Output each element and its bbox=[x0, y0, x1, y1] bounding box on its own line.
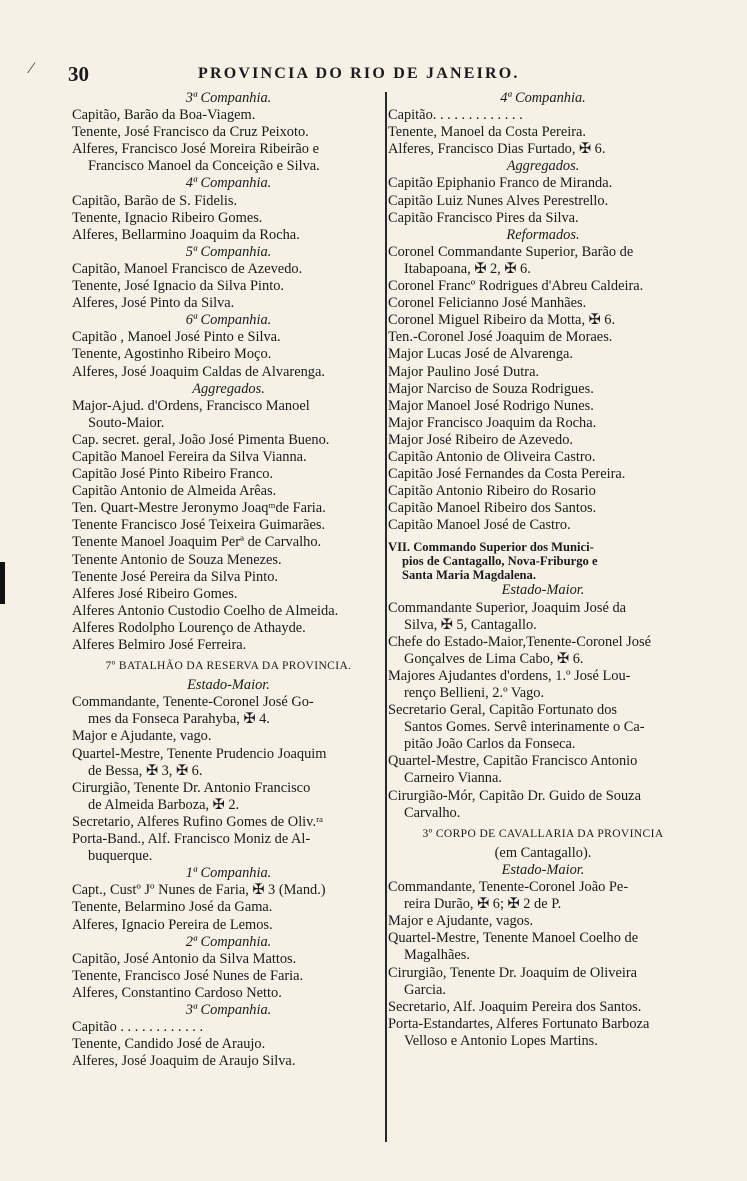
text-line: Capitão, Barão de S. Fidelis. bbox=[72, 192, 238, 209]
text-line-continuation: Gonçalves de Lima Cabo, ✠ 6. bbox=[404, 650, 584, 667]
text-line: Capitão Antonio Ribeiro do Rosario bbox=[388, 483, 596, 500]
text-line: Major Francisco Joaquim da Rocha. bbox=[388, 414, 597, 431]
text-line: Coronel Felicianno José Manhães. bbox=[388, 295, 587, 312]
text-line: Capitão. . . . . . . . . . . . . bbox=[388, 107, 523, 124]
text-line: Commandante, Tenente-Coronel João Pe- bbox=[388, 879, 629, 896]
text-line: Quartel-Mestre, Capitão Francisco Antonio bbox=[388, 753, 638, 770]
text-line: Tenente Francisco José Teixeira Guimarães. bbox=[72, 517, 326, 534]
text-line: Capitão . . . . . . . . . . . . bbox=[72, 1019, 204, 1036]
text-line-continuation: mes da Fonseca Parahyba, ✠ 4. bbox=[88, 711, 270, 728]
section-subheading: 5ª Companhia. bbox=[185, 243, 272, 260]
left-column bbox=[72, 90, 385, 1070]
text-line: Tenente, José Francisco da Cruz Peixoto. bbox=[72, 124, 309, 141]
text-line: Capitão Antonio de Oliveira Castro. bbox=[388, 448, 596, 465]
text-line: Secretario, Alferes Rufino Gomes de Oliv.ʳᵃ bbox=[72, 813, 324, 830]
text-line: Capt., Custº Jº Nunes de Faria, ✠ 3 (Mand.) bbox=[72, 882, 326, 899]
text-line: Capitão José Fernandes da Costa Pereira. bbox=[388, 466, 626, 483]
text-line: Commandante, Tenente-Coronel José Go- bbox=[72, 694, 314, 711]
text-line: Tenente Manoel Joaquim Perª de Carvalho. bbox=[72, 534, 322, 551]
section-subheading: 2ª Companhia. bbox=[185, 933, 272, 950]
section-subheading: 3ª Companhia. bbox=[185, 1001, 272, 1018]
section-subheading: Estado-Maior. bbox=[501, 861, 585, 878]
text-line: Tenente, Manoel da Costa Pereira. bbox=[388, 124, 586, 141]
text-line: Alferes, José Pinto da Silva. bbox=[72, 295, 235, 312]
section-subheading: Reformados. bbox=[506, 226, 580, 243]
section-subheading: 3ª Companhia. bbox=[185, 90, 272, 106]
text-line: Capitão , Manoel José Pinto e Silva. bbox=[72, 329, 281, 346]
text-line-continuation: Velloso e Antonio Lopes Martins. bbox=[404, 1032, 598, 1049]
text-line: Capitão José Pinto Ribeiro Franco. bbox=[72, 466, 274, 483]
text-line: Alferes Rodolpho Lourenço de Athayde. bbox=[72, 619, 306, 636]
text-line: Capitão Antonio de Almeida Arêas. bbox=[72, 483, 277, 500]
text-line: Coronel Francº Rodrigues d'Abreu Caldeira. bbox=[388, 278, 644, 295]
text-line-continuation: de Bessa, ✠ 3, ✠ 6. bbox=[88, 762, 203, 779]
text-line: Major e Ajudante, vagos. bbox=[388, 913, 534, 930]
text-line: Alferes, José Joaquim Caldas de Alvarenga. bbox=[72, 363, 325, 380]
text-line: Capitão Manoel Ribeiro dos Santos. bbox=[388, 500, 597, 517]
section-subheading: 4ª Companhia. bbox=[185, 175, 272, 192]
text-line: Cirurgião, Tenente Dr. Joaquim de Oliveira bbox=[388, 964, 638, 981]
text-line: Tenente, Ignacio Ribeiro Gomes. bbox=[72, 209, 263, 226]
text-line: Tenente, José Ignacio da Silva Pinto. bbox=[72, 278, 285, 295]
text-line-continuation: Itabapoana, ✠ 2, ✠ 6. bbox=[404, 260, 531, 277]
margin-mark: ⁄ bbox=[30, 60, 33, 77]
text-line-continuation: de Almeida Barboza, ✠ 2. bbox=[88, 796, 240, 813]
text-line: Capitão Epiphanio Franco de Miranda. bbox=[388, 175, 613, 192]
text-line: Majores Ajudantes d'ordens, 1.º José Lou- bbox=[388, 667, 631, 684]
section-heading-note: (em Cantagallo). bbox=[494, 844, 592, 861]
text-line: Coronel Commandante Superior, Barão de bbox=[388, 243, 634, 260]
text-line: Alferes, Francisco José Moreira Ribeirão e bbox=[72, 141, 319, 158]
text-line: Alferes Antonio Custodio Coelho de Almeida. bbox=[72, 602, 339, 619]
page-title: PROVINCIA DO RIO DE JANEIRO. bbox=[198, 65, 520, 82]
text-line: Alferes, Constantino Cardoso Netto. bbox=[72, 984, 282, 1001]
column-divider bbox=[385, 92, 387, 1142]
text-line: Capitão Francisco Pires da Silva. bbox=[388, 209, 579, 226]
text-line-continuation: Silva, ✠ 5, Cantagallo. bbox=[404, 616, 537, 633]
text-line: Ten. Quart-Mestre Jeronymo Joaqᵐde Faria. bbox=[72, 500, 326, 517]
text-line: Secretario, Alf. Joaquim Pereira dos Santos. bbox=[388, 998, 642, 1015]
text-line: Quartel-Mestre, Tenente Manoel Coelho de bbox=[388, 930, 639, 947]
text-line: Capitão, Manoel Francisco de Azevedo. bbox=[72, 260, 303, 277]
text-line: Major-Ajud. d'Ordens, Francisco Manoel bbox=[72, 397, 310, 414]
text-line: Chefe do Estado-Maior,Tenente-Coronel José bbox=[388, 633, 651, 650]
text-line-continuation: Francisco Manoel da Conceição e Silva. bbox=[88, 158, 320, 175]
text-line: Porta-Band., Alf. Francisco Moniz de Al- bbox=[72, 831, 311, 848]
section-heading-continuation: Santa Maria Magdalena. bbox=[402, 568, 536, 583]
section-subheading: 4ª Companhia. bbox=[500, 90, 586, 106]
text-line: Tenente, Agostinho Ribeiro Moço. bbox=[72, 346, 272, 363]
text-line-continuation: buquerque. bbox=[88, 848, 153, 865]
text-line: Capitão, Barão da Boa-Viagem. bbox=[72, 107, 256, 124]
text-line: Coronel Miguel Ribeiro da Motta, ✠ 6. bbox=[388, 312, 616, 329]
text-line-continuation: Garcia. bbox=[404, 981, 446, 998]
text-line-continuation: reira Durão, ✠ 6; ✠ 2 de P. bbox=[404, 896, 562, 913]
text-line: Cirurgião-Mór, Capitão Dr. Guido de Souza bbox=[388, 787, 641, 804]
text-line-continuation: renço Bellieni, 2.º Vago. bbox=[404, 685, 545, 701]
text-line: Major José Ribeiro de Azevedo. bbox=[388, 431, 574, 448]
text-line: Capitão Manoel Fereira da Silva Vianna. bbox=[72, 448, 307, 465]
page-header bbox=[68, 62, 698, 88]
text-line: Major Manoel José Rodrigo Nunes. bbox=[388, 397, 594, 414]
section-subheading: 1ª Companhia. bbox=[185, 865, 272, 882]
text-line: Capitão, José Antonio da Silva Mattos. bbox=[72, 950, 297, 967]
binding-mark bbox=[0, 562, 5, 604]
text-line: Alferes, Ignacio Pereira de Lemos. bbox=[72, 916, 273, 933]
section-subheading: Estado-Maior. bbox=[187, 677, 270, 694]
text-line: Ten.-Coronel José Joaquim de Moraes. bbox=[388, 329, 613, 346]
text-line: Tenente, Candido José de Araujo. bbox=[72, 1036, 266, 1053]
text-line: Cirurgião, Tenente Dr. Antonio Francisco bbox=[72, 779, 311, 796]
text-line: Major Lucas José de Alvarenga. bbox=[388, 346, 574, 363]
text-line: Alferes José Ribeiro Gomes. bbox=[72, 585, 238, 602]
text-line: Tenente Antonio de Souza Menezes. bbox=[72, 551, 282, 568]
text-line: Major Narciso de Souza Rodrigues. bbox=[388, 380, 594, 397]
text-line: Alferes, Francisco Dias Furtado, ✠ 6. bbox=[388, 141, 606, 158]
text-line: Alferes, José Joaquim de Araujo Silva. bbox=[72, 1053, 296, 1070]
text-line: Tenente, Belarmino José da Gama. bbox=[72, 899, 273, 916]
section-heading: 3º CORPO DE CAVALLARIA DA PROVINCIA bbox=[422, 827, 664, 840]
text-line-continuation: pitão João Carlos da Fonseca. bbox=[404, 736, 576, 753]
text-line: Capitão Manoel José de Castro. bbox=[388, 517, 571, 534]
text-line: Alferes Belmiro José Ferreira. bbox=[72, 637, 247, 653]
text-line: Major Paulino José Dutra. bbox=[388, 363, 540, 380]
text-line: Quartel-Mestre, Tenente Prudencio Joaquim bbox=[72, 745, 327, 762]
section-heading: 7º BATALHÃO DA RESERVA DA PROVINCIA. bbox=[105, 660, 352, 673]
section-subheading: Aggregados. bbox=[506, 158, 580, 175]
text-line: Tenente, Francisco José Nunes de Faria. bbox=[72, 967, 304, 984]
text-line-continuation: Souto-Maior. bbox=[88, 414, 165, 431]
text-line: Capitão Luiz Nunes Alves Perestrello. bbox=[388, 192, 609, 209]
text-line: Major e Ajudante, vago. bbox=[72, 728, 212, 745]
text-line-continuation: Carneiro Vianna. bbox=[404, 770, 502, 787]
text-line: Secretario Geral, Capitão Fortunato dos bbox=[388, 702, 617, 719]
text-line: Alferes, Bellarmino Joaquim da Rocha. bbox=[72, 226, 300, 243]
text-line: Porta-Estandartes, Alferes Fortunato Barboza bbox=[388, 1015, 650, 1032]
text-line: Cap. secret. geral, João José Pimenta Bueno. bbox=[72, 431, 330, 448]
section-subheading: Aggregados. bbox=[192, 380, 265, 397]
section-subheading: Estado-Maior. bbox=[501, 582, 585, 599]
section-heading: VII. Commando Superior dos Munici- bbox=[388, 540, 594, 555]
right-column bbox=[388, 90, 698, 1050]
section-subheading: 6ª Companhia. bbox=[185, 312, 272, 329]
text-line-continuation: Santos Gomes. Servê interinamente o Ca- bbox=[404, 719, 645, 736]
text-line-continuation: Magalhães. bbox=[404, 947, 470, 964]
text-line: Commandante Superior, Joaquim José da bbox=[388, 599, 627, 616]
text-line: Tenente José Pereira da Silva Pinto. bbox=[72, 568, 279, 585]
text-line-continuation: Carvalho. bbox=[404, 804, 461, 821]
section-heading-continuation: pios de Cantagallo, Nova-Friburgo e bbox=[402, 554, 598, 569]
page-number: 30 bbox=[68, 62, 89, 86]
